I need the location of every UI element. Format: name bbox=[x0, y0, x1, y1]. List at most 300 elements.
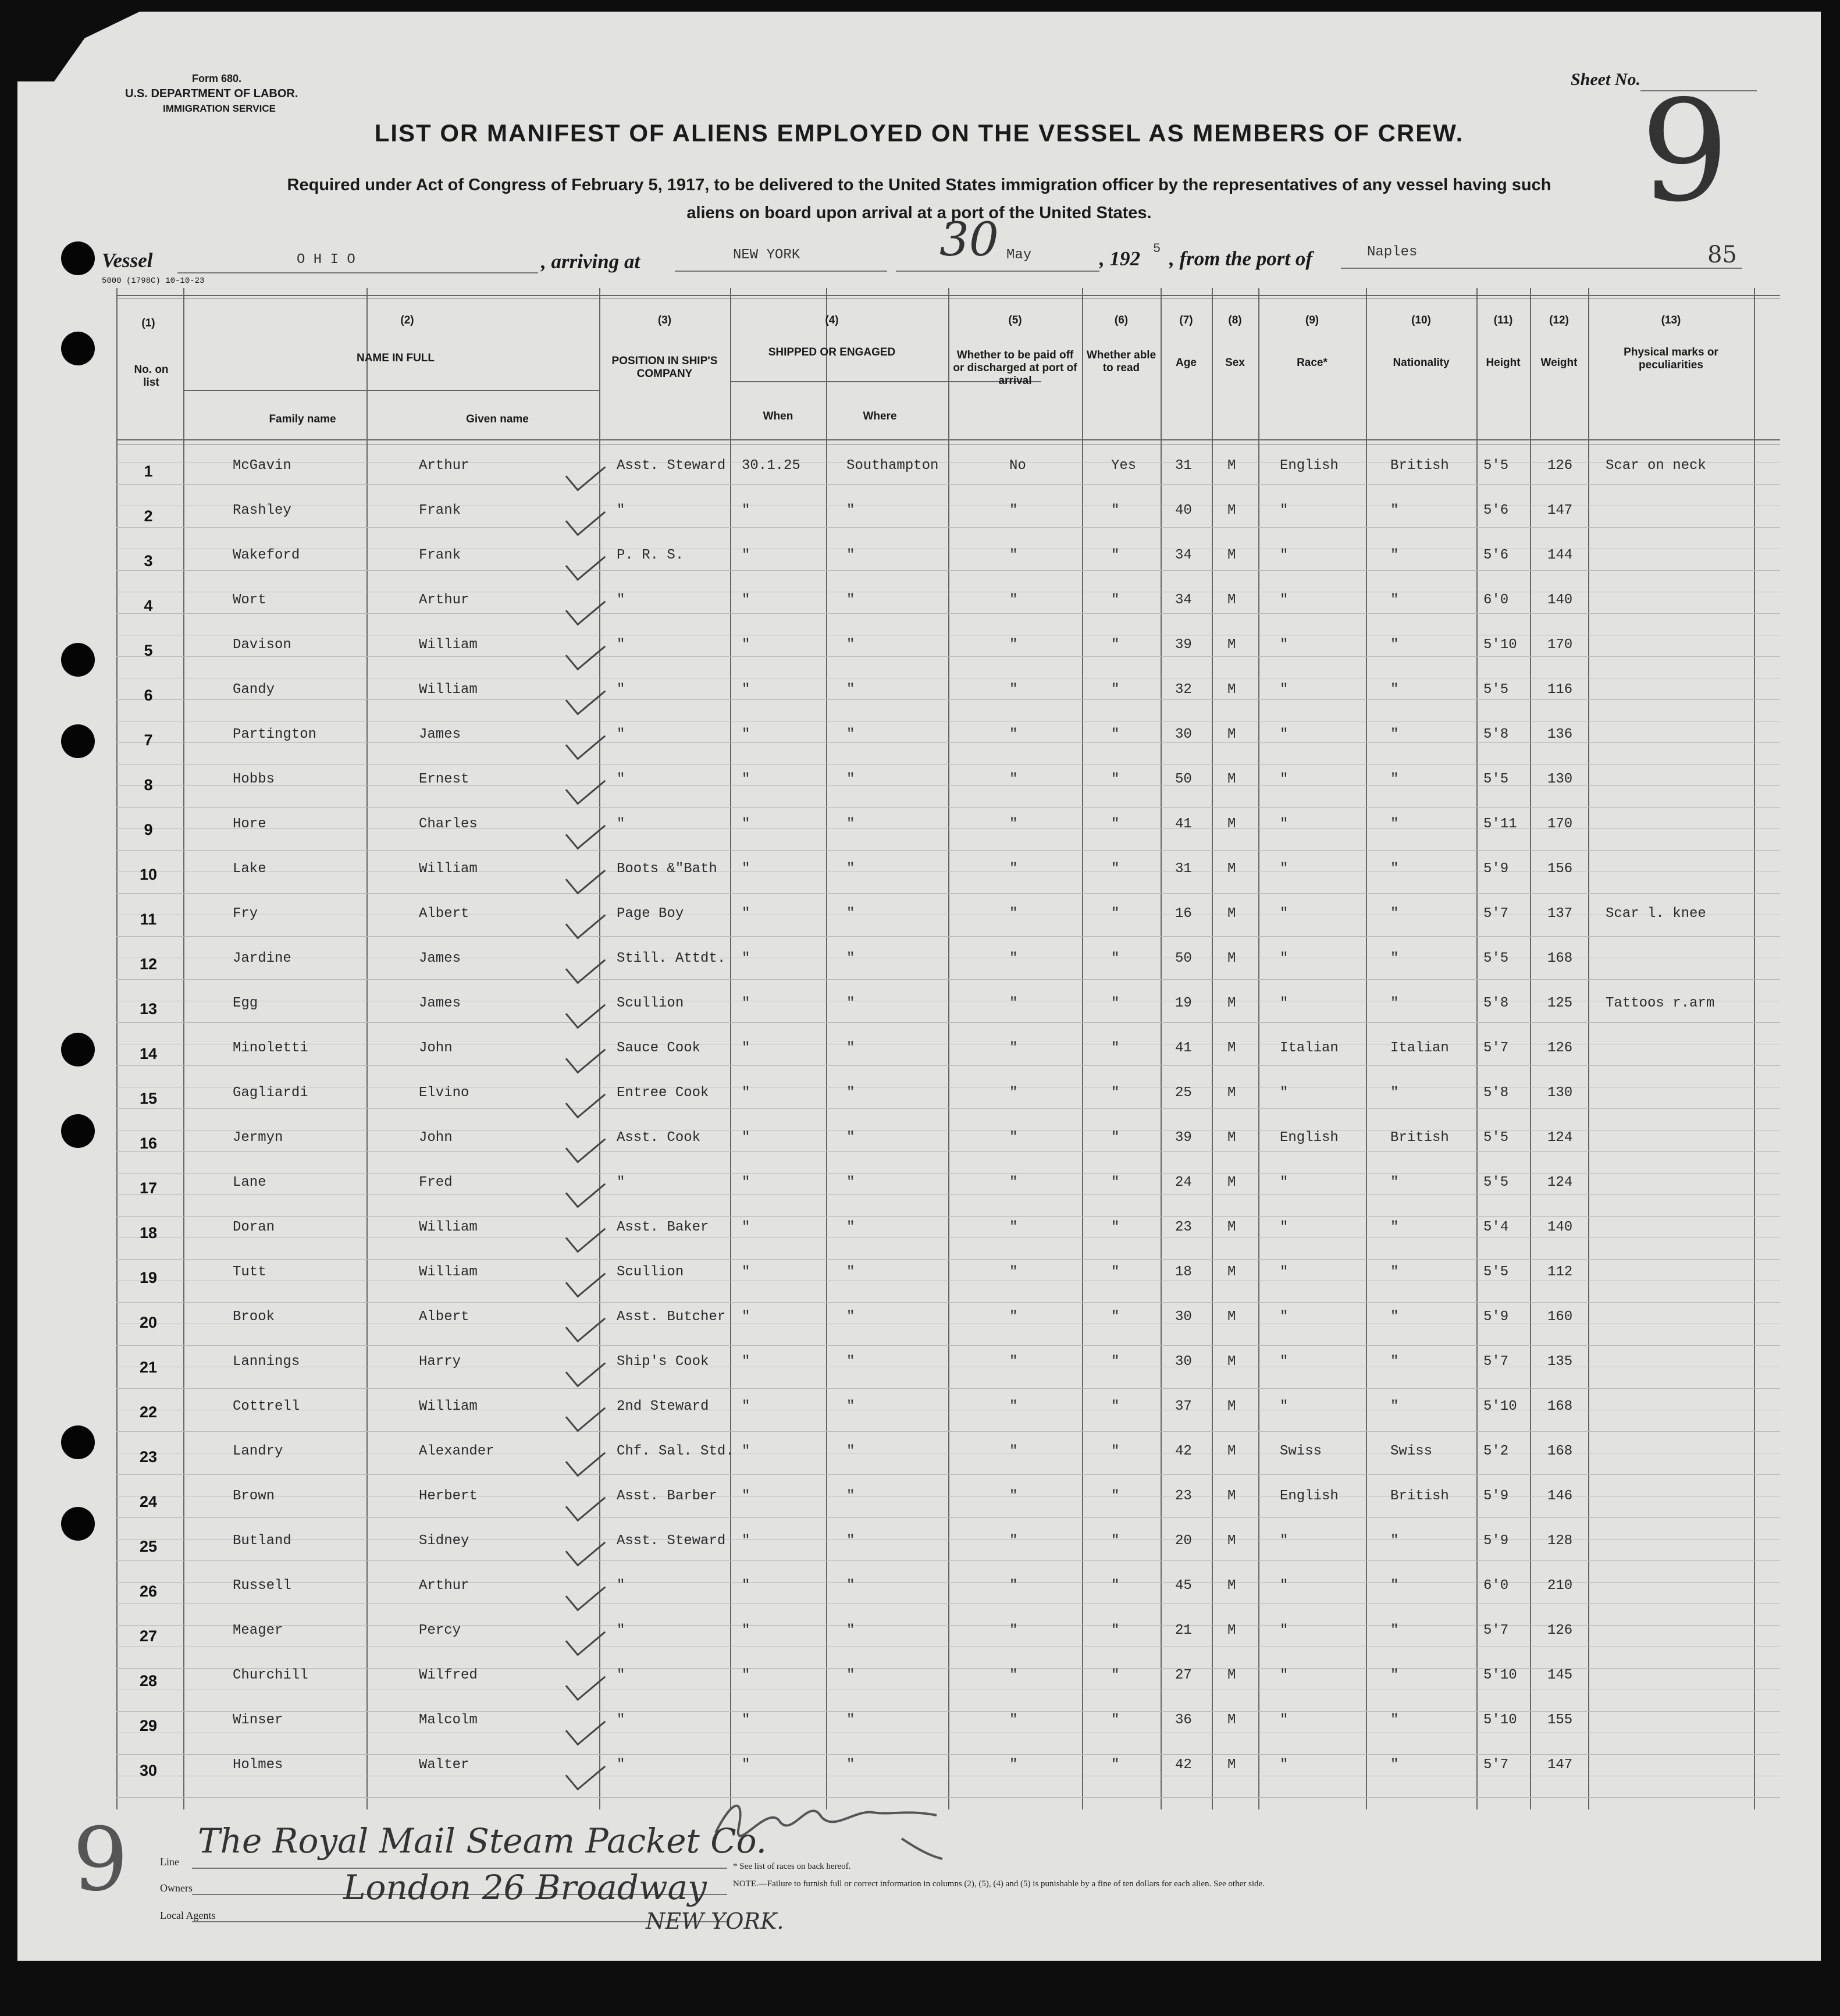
family-name-cell: Fry bbox=[233, 906, 258, 922]
nationality-cell: " bbox=[1390, 816, 1399, 832]
race-cell: " bbox=[1280, 1264, 1289, 1280]
weight-cell: 170 bbox=[1547, 816, 1573, 832]
height-cell: 5'6 bbox=[1483, 503, 1509, 518]
when-cell: " bbox=[742, 1712, 750, 1728]
family-name-cell: Gagliardi bbox=[233, 1085, 308, 1101]
family-name-cell: Tutt bbox=[233, 1264, 266, 1280]
where-cell: " bbox=[846, 1623, 855, 1638]
nationality-cell: " bbox=[1390, 1175, 1399, 1190]
race-cell: " bbox=[1280, 1667, 1289, 1683]
age-cell: 16 bbox=[1175, 906, 1192, 922]
able-to-read-cell: " bbox=[1111, 1354, 1120, 1370]
print-code: 5000 (1798C) 10-10-23 bbox=[102, 276, 205, 286]
race-cell: " bbox=[1280, 1623, 1289, 1638]
given-name-cell: Elvino bbox=[419, 1085, 469, 1101]
given-name-cell: Wilfred bbox=[419, 1667, 478, 1683]
family-name-cell: Butland bbox=[233, 1533, 291, 1549]
sex-cell: M bbox=[1227, 637, 1236, 653]
races-note: * See list of races on back hereof. bbox=[733, 1862, 851, 1871]
given-name-cell: William bbox=[419, 1219, 478, 1235]
where-cell: " bbox=[846, 1578, 855, 1594]
paid-off-cell: " bbox=[1009, 592, 1018, 608]
where-cell: " bbox=[846, 1757, 855, 1773]
race-cell: " bbox=[1280, 816, 1289, 832]
sex-cell: M bbox=[1227, 861, 1236, 877]
nationality-cell: " bbox=[1390, 1085, 1399, 1101]
nationality-cell: " bbox=[1390, 906, 1399, 922]
age-cell: 41 bbox=[1175, 1040, 1192, 1056]
position-cell: " bbox=[617, 592, 625, 608]
age-cell: 31 bbox=[1175, 458, 1192, 474]
position-cell: Asst. Steward bbox=[617, 458, 726, 474]
sex-cell: M bbox=[1227, 592, 1236, 608]
form-service: IMMIGRATION SERVICE bbox=[163, 103, 276, 114]
nationality-cell: " bbox=[1390, 861, 1399, 877]
when-cell: " bbox=[742, 1578, 750, 1594]
where-cell: " bbox=[846, 771, 855, 787]
weight-cell: 124 bbox=[1547, 1175, 1573, 1190]
able-to-read-cell: " bbox=[1111, 592, 1120, 608]
position-cell: Sauce Cook bbox=[617, 1040, 701, 1056]
height-cell: 5'6 bbox=[1483, 547, 1509, 563]
punch-hole bbox=[61, 241, 95, 275]
given-name-cell: Frank bbox=[419, 503, 461, 518]
sex-cell: M bbox=[1227, 1488, 1236, 1504]
paid-off-cell: " bbox=[1009, 1488, 1018, 1504]
race-cell: " bbox=[1280, 1309, 1289, 1325]
age-cell: 37 bbox=[1175, 1399, 1192, 1414]
where-cell: " bbox=[846, 1040, 855, 1056]
race-cell: " bbox=[1280, 1175, 1289, 1190]
nationality-cell: " bbox=[1390, 1264, 1399, 1280]
row-number: 18 bbox=[139, 1224, 158, 1242]
race-cell: English bbox=[1280, 1130, 1339, 1146]
nationality-cell: " bbox=[1390, 1399, 1399, 1414]
family-name-cell: Minoletti bbox=[233, 1040, 308, 1056]
height-cell: 5'8 bbox=[1483, 995, 1509, 1011]
able-to-read-cell: " bbox=[1111, 1623, 1120, 1638]
race-cell: Italian bbox=[1280, 1040, 1339, 1056]
family-name-cell: Hore bbox=[233, 816, 266, 832]
position-cell: " bbox=[617, 1757, 625, 1773]
weight-cell: 147 bbox=[1547, 1757, 1573, 1773]
weight-cell: 135 bbox=[1547, 1354, 1573, 1370]
where-cell: " bbox=[846, 1085, 855, 1101]
paid-off-cell: " bbox=[1009, 995, 1018, 1011]
family-name-cell: Doran bbox=[233, 1219, 275, 1235]
given-name-cell: Albert bbox=[419, 1309, 469, 1325]
race-cell: " bbox=[1280, 637, 1289, 653]
nationality-cell: " bbox=[1390, 682, 1399, 698]
requirement-line-1: Required under Act of Congress of February 5, 1917, to be delivered to the United States immigration officer by the representatives of any vessel having such bbox=[287, 176, 1551, 194]
given-name-cell: James bbox=[419, 727, 461, 742]
weight-cell: 112 bbox=[1547, 1264, 1573, 1280]
able-to-read-cell: " bbox=[1111, 1085, 1120, 1101]
age-cell: 40 bbox=[1175, 503, 1192, 518]
header-name-in-full: NAME IN FULL bbox=[356, 352, 435, 364]
when-cell: " bbox=[742, 995, 750, 1011]
weight-cell: 116 bbox=[1547, 682, 1573, 698]
sex-cell: M bbox=[1227, 1264, 1236, 1280]
from-port: Naples bbox=[1367, 244, 1418, 260]
family-name-cell: Lake bbox=[233, 861, 266, 877]
family-name-cell: Hobbs bbox=[233, 771, 275, 787]
race-cell: " bbox=[1280, 1085, 1289, 1101]
family-name-cell: Partington bbox=[233, 727, 317, 742]
position-cell: " bbox=[617, 1175, 625, 1190]
row-number: 17 bbox=[139, 1179, 158, 1197]
sex-cell: M bbox=[1227, 1667, 1236, 1683]
able-to-read-cell: " bbox=[1111, 1040, 1120, 1056]
page-number: 85 bbox=[1707, 241, 1737, 268]
weight-cell: 126 bbox=[1547, 458, 1573, 474]
height-cell: 5'9 bbox=[1483, 861, 1509, 877]
arriving-label: , arriving at bbox=[541, 250, 640, 273]
family-name-cell: Lane bbox=[233, 1175, 266, 1190]
sex-cell: M bbox=[1227, 1219, 1236, 1235]
manifest-sheet bbox=[17, 12, 1821, 1961]
family-name-cell: Russell bbox=[233, 1578, 291, 1594]
punch-hole bbox=[61, 1114, 95, 1148]
position-cell: Page Boy bbox=[617, 906, 684, 922]
row-number: 1 bbox=[144, 463, 153, 480]
sex-cell: M bbox=[1227, 906, 1236, 922]
family-name-cell: Churchill bbox=[233, 1667, 308, 1683]
family-name-cell: Jermyn bbox=[233, 1130, 283, 1146]
header-able-to-read: Whether able to read bbox=[1086, 349, 1156, 374]
when-cell: " bbox=[742, 1175, 750, 1190]
able-to-read-cell: " bbox=[1111, 727, 1120, 742]
position-cell: Scullion bbox=[617, 995, 684, 1011]
height-cell: 5'7 bbox=[1483, 906, 1509, 922]
family-name-cell: Holmes bbox=[233, 1757, 283, 1773]
age-cell: 42 bbox=[1175, 1757, 1192, 1773]
punch-hole bbox=[61, 1507, 95, 1541]
weight-cell: 124 bbox=[1547, 1130, 1573, 1146]
nationality-cell: " bbox=[1390, 1712, 1399, 1728]
position-cell: Asst. Butcher bbox=[617, 1309, 726, 1325]
marks-cell: Scar on neck bbox=[1606, 458, 1706, 474]
sex-cell: M bbox=[1227, 951, 1236, 966]
sex-cell: M bbox=[1227, 1354, 1236, 1370]
row-number: 14 bbox=[139, 1045, 158, 1062]
header-family-name: Family name bbox=[269, 413, 336, 425]
position-cell: " bbox=[617, 727, 625, 742]
able-to-read-cell: " bbox=[1111, 1399, 1120, 1414]
paid-off-cell: " bbox=[1009, 1219, 1018, 1235]
given-name-cell: Charles bbox=[419, 816, 478, 832]
able-to-read-cell: " bbox=[1111, 637, 1120, 653]
row-number: 4 bbox=[144, 597, 153, 614]
row-number: 28 bbox=[139, 1672, 158, 1690]
nationality-cell: " bbox=[1390, 1219, 1399, 1235]
given-name-cell: Arthur bbox=[419, 1578, 469, 1594]
row-number: 10 bbox=[139, 866, 158, 883]
header-weight: Weight bbox=[1540, 357, 1578, 369]
age-cell: 32 bbox=[1175, 682, 1192, 698]
nationality-cell: Italian bbox=[1390, 1040, 1449, 1056]
given-name-cell: Frank bbox=[419, 547, 461, 563]
weight-cell: 160 bbox=[1547, 1309, 1573, 1325]
age-cell: 30 bbox=[1175, 1309, 1192, 1325]
nationality-cell: " bbox=[1390, 503, 1399, 518]
age-cell: 39 bbox=[1175, 637, 1192, 653]
race-cell: " bbox=[1280, 1219, 1289, 1235]
when-cell: " bbox=[742, 1040, 750, 1056]
weight-cell: 168 bbox=[1547, 951, 1573, 966]
age-cell: 27 bbox=[1175, 1667, 1192, 1683]
position-cell: " bbox=[617, 1623, 625, 1638]
family-name-cell: Egg bbox=[233, 995, 258, 1011]
weight-cell: 126 bbox=[1547, 1623, 1573, 1638]
height-cell: 5'7 bbox=[1483, 1623, 1509, 1638]
able-to-read-cell: " bbox=[1111, 1130, 1120, 1146]
race-cell: " bbox=[1280, 592, 1289, 608]
family-name-cell: Lannings bbox=[233, 1354, 300, 1370]
inspector-signature bbox=[710, 1786, 954, 1868]
able-to-read-cell: " bbox=[1111, 503, 1120, 518]
paid-off-cell: " bbox=[1009, 1040, 1018, 1056]
race-cell: " bbox=[1280, 1354, 1289, 1370]
paid-off-cell: " bbox=[1009, 1578, 1018, 1594]
race-cell: " bbox=[1280, 906, 1289, 922]
row-number: 5 bbox=[144, 642, 153, 659]
height-cell: 5'5 bbox=[1483, 771, 1509, 787]
age-cell: 45 bbox=[1175, 1578, 1192, 1594]
height-cell: 5'9 bbox=[1483, 1533, 1509, 1549]
when-cell: " bbox=[742, 682, 750, 698]
family-name-cell: Davison bbox=[233, 637, 291, 653]
age-cell: 34 bbox=[1175, 592, 1192, 608]
paid-off-cell: " bbox=[1009, 951, 1018, 966]
when-cell: " bbox=[742, 951, 750, 966]
where-cell: " bbox=[846, 1130, 855, 1146]
height-cell: 5'7 bbox=[1483, 1040, 1509, 1056]
age-cell: 50 bbox=[1175, 771, 1192, 787]
where-cell: " bbox=[846, 1533, 855, 1549]
given-name-cell: William bbox=[419, 1399, 478, 1414]
family-name-cell: Cottrell bbox=[233, 1399, 300, 1414]
when-cell: " bbox=[742, 1757, 750, 1773]
where-cell: " bbox=[846, 503, 855, 518]
family-name-cell: McGavin bbox=[233, 458, 291, 474]
where-cell: " bbox=[846, 1443, 855, 1459]
where-cell: " bbox=[846, 727, 855, 742]
nationality-cell: " bbox=[1390, 951, 1399, 966]
paid-off-cell: " bbox=[1009, 637, 1018, 653]
requirement-line-2: aliens on board upon arrival at a port of the United States. bbox=[686, 204, 1152, 222]
able-to-read-cell: " bbox=[1111, 1578, 1120, 1594]
header-shipped: SHIPPED OR ENGAGED bbox=[768, 346, 896, 358]
row-number: 16 bbox=[139, 1135, 158, 1152]
line-label: Line bbox=[160, 1856, 179, 1868]
able-to-read-cell: " bbox=[1111, 682, 1120, 698]
row-number: 29 bbox=[139, 1717, 158, 1734]
age-cell: 30 bbox=[1175, 1354, 1192, 1370]
able-to-read-cell: " bbox=[1111, 816, 1120, 832]
row-number: 21 bbox=[139, 1359, 158, 1376]
able-to-read-cell: " bbox=[1111, 1667, 1120, 1683]
where-cell: " bbox=[846, 592, 855, 608]
row-number: 30 bbox=[139, 1762, 158, 1779]
paid-off-cell: " bbox=[1009, 906, 1018, 922]
height-cell: 5'10 bbox=[1483, 637, 1517, 653]
sex-cell: M bbox=[1227, 1399, 1236, 1414]
vessel-name: O H I O bbox=[297, 252, 355, 268]
header-sex: Sex bbox=[1225, 357, 1245, 369]
height-cell: 6'0 bbox=[1483, 1578, 1509, 1594]
paid-off-cell: " bbox=[1009, 727, 1018, 742]
height-cell: 5'5 bbox=[1483, 458, 1509, 474]
paid-off-cell: " bbox=[1009, 1712, 1018, 1728]
sex-cell: M bbox=[1227, 771, 1236, 787]
nationality-cell: " bbox=[1390, 771, 1399, 787]
weight-cell: 130 bbox=[1547, 771, 1573, 787]
when-cell: " bbox=[742, 637, 750, 653]
sex-cell: M bbox=[1227, 1712, 1236, 1728]
race-cell: " bbox=[1280, 727, 1289, 742]
penalty-note: NOTE.—Failure to furnish full or correct information in columns (2), (5), (4) and (5) is punishable by a fine of ten dollars for each alien. See other side. bbox=[733, 1879, 1265, 1889]
nationality-cell: " bbox=[1390, 727, 1399, 742]
age-cell: 21 bbox=[1175, 1623, 1192, 1638]
position-cell: Still. Attdt. bbox=[617, 951, 726, 966]
punch-hole bbox=[61, 643, 95, 677]
position-cell: " bbox=[617, 771, 625, 787]
able-to-read-cell: " bbox=[1111, 547, 1120, 563]
position-cell: " bbox=[617, 637, 625, 653]
given-name-cell: James bbox=[419, 995, 461, 1011]
family-name-cell: Brook bbox=[233, 1309, 275, 1325]
row-number: 6 bbox=[144, 687, 153, 704]
age-cell: 18 bbox=[1175, 1264, 1192, 1280]
sex-cell: M bbox=[1227, 816, 1236, 832]
header-position: POSITION IN SHIP'S COMPANY bbox=[611, 355, 718, 380]
height-cell: 5'5 bbox=[1483, 1175, 1509, 1190]
height-cell: 5'11 bbox=[1483, 816, 1517, 832]
position-cell: Boots &"Bath bbox=[617, 861, 717, 877]
family-name-cell: Winser bbox=[233, 1712, 283, 1728]
sex-cell: M bbox=[1227, 1757, 1236, 1773]
age-cell: 34 bbox=[1175, 547, 1192, 563]
nationality-cell: " bbox=[1390, 547, 1399, 563]
header-when: When bbox=[763, 410, 793, 422]
header-race: Race* bbox=[1297, 357, 1327, 369]
position-cell: Ship's Cook bbox=[617, 1354, 709, 1370]
family-name-cell: Meager bbox=[233, 1623, 283, 1638]
when-cell: " bbox=[742, 1085, 750, 1101]
header-height: Height bbox=[1486, 357, 1521, 369]
given-name-cell: William bbox=[419, 861, 478, 877]
race-cell: " bbox=[1280, 547, 1289, 563]
nationality-cell: British bbox=[1390, 1488, 1449, 1504]
header-where: Where bbox=[863, 410, 897, 422]
marks-cell: Scar l. knee bbox=[1606, 906, 1706, 922]
height-cell: 5'2 bbox=[1483, 1443, 1509, 1459]
nationality-cell: " bbox=[1390, 1354, 1399, 1370]
when-cell: " bbox=[742, 816, 750, 832]
form-number: Form 680. bbox=[192, 73, 242, 84]
paid-off-cell: " bbox=[1009, 1533, 1018, 1549]
when-cell: " bbox=[742, 906, 750, 922]
race-cell: " bbox=[1280, 1757, 1289, 1773]
height-cell: 5'10 bbox=[1483, 1667, 1517, 1683]
sex-cell: M bbox=[1227, 547, 1236, 563]
row-number: 8 bbox=[144, 776, 153, 794]
nationality-cell: " bbox=[1390, 995, 1399, 1011]
punch-hole bbox=[61, 724, 95, 758]
where-cell: " bbox=[846, 1712, 855, 1728]
weight-cell: 156 bbox=[1547, 861, 1573, 877]
where-cell: " bbox=[846, 1309, 855, 1325]
given-name-cell: Fred bbox=[419, 1175, 453, 1190]
when-cell: " bbox=[742, 1264, 750, 1280]
family-name-cell: Landry bbox=[233, 1443, 283, 1459]
sex-cell: M bbox=[1227, 1309, 1236, 1325]
paid-off-cell: " bbox=[1009, 1264, 1018, 1280]
agents-value: NEW YORK. bbox=[646, 1908, 784, 1934]
row-number: 9 bbox=[144, 821, 153, 838]
height-cell: 5'7 bbox=[1483, 1757, 1509, 1773]
given-name-cell: William bbox=[419, 682, 478, 698]
height-cell: 5'5 bbox=[1483, 1130, 1509, 1146]
height-cell: 5'9 bbox=[1483, 1488, 1509, 1504]
race-cell: " bbox=[1280, 771, 1289, 787]
weight-cell: 147 bbox=[1547, 503, 1573, 518]
when-cell: " bbox=[742, 1309, 750, 1325]
weight-cell: 144 bbox=[1547, 547, 1573, 563]
able-to-read-cell: " bbox=[1111, 995, 1120, 1011]
paid-off-cell: " bbox=[1009, 1175, 1018, 1190]
nationality-cell: " bbox=[1390, 637, 1399, 653]
height-cell: 5'5 bbox=[1483, 1264, 1509, 1280]
race-cell: " bbox=[1280, 1712, 1289, 1728]
family-name-cell: Wakeford bbox=[233, 547, 300, 563]
row-number: 12 bbox=[139, 955, 158, 973]
race-cell: " bbox=[1280, 1399, 1289, 1414]
punch-hole bbox=[61, 1033, 95, 1066]
paid-off-cell: No bbox=[1009, 458, 1026, 474]
weight-cell: 126 bbox=[1547, 1040, 1573, 1056]
punch-hole bbox=[61, 1425, 95, 1459]
form-department: U.S. DEPARTMENT OF LABOR. bbox=[125, 87, 298, 100]
given-name-cell: James bbox=[419, 951, 461, 966]
height-cell: 5'10 bbox=[1483, 1399, 1517, 1414]
race-cell: Swiss bbox=[1280, 1443, 1322, 1459]
age-cell: 24 bbox=[1175, 1175, 1192, 1190]
paid-off-cell: " bbox=[1009, 1309, 1018, 1325]
height-cell: 5'5 bbox=[1483, 682, 1509, 698]
line-value: The Royal Mail Steam Packet Co. bbox=[198, 1821, 767, 1861]
weight-cell: 125 bbox=[1547, 995, 1573, 1011]
owners-label: Owners bbox=[160, 1882, 193, 1894]
age-cell: 25 bbox=[1175, 1085, 1192, 1101]
position-cell: Chf. Sal. Std. bbox=[617, 1443, 734, 1459]
given-name-cell: John bbox=[419, 1040, 453, 1056]
position-cell: Asst. Steward bbox=[617, 1533, 726, 1549]
paid-off-cell: " bbox=[1009, 1085, 1018, 1101]
able-to-read-cell: Yes bbox=[1111, 458, 1137, 474]
when-cell: " bbox=[742, 1354, 750, 1370]
marks-cell: Tattoos r.arm bbox=[1606, 995, 1715, 1011]
able-to-read-cell: " bbox=[1111, 1443, 1120, 1459]
torn-corner bbox=[17, 12, 140, 81]
race-cell: English bbox=[1280, 458, 1339, 474]
where-cell: " bbox=[846, 547, 855, 563]
race-cell: English bbox=[1280, 1488, 1339, 1504]
where-cell: " bbox=[846, 1667, 855, 1683]
where-cell: " bbox=[846, 1264, 855, 1280]
age-cell: 30 bbox=[1175, 727, 1192, 742]
